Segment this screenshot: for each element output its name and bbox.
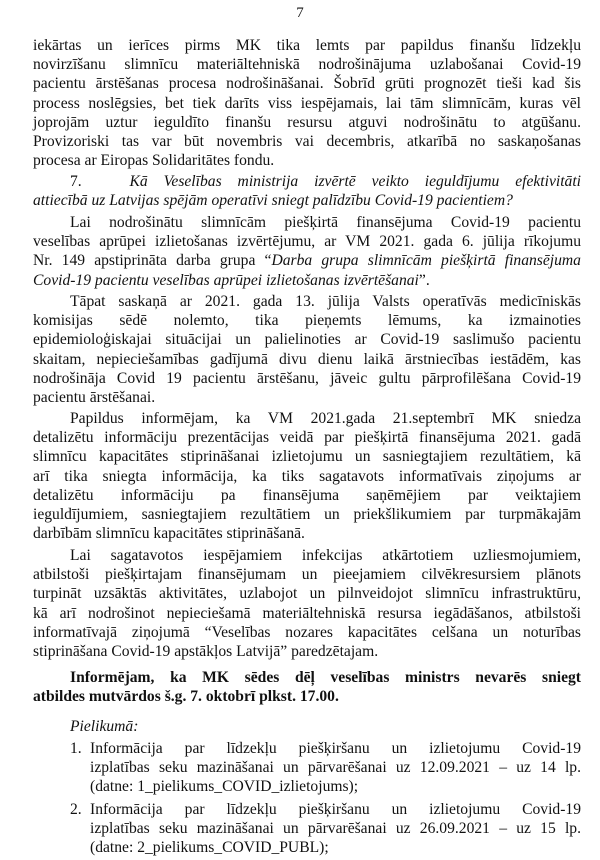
text-line: nodrošināja Covid 19 pacientu ārstēšanu, jāveic gultu pārprofilēšana Covid-19: [33, 369, 581, 387]
text-line: Lai sagatavotos iespējamiem infekcijas atkārtotiem uzliesmojumiem,: [70, 547, 581, 564]
text-line: slimnīcu kapacitātes stiprināšanai izlietojumu un sasniegtajiem rezultātiem, kā: [33, 448, 581, 466]
text-line: Tāpat saskaņā ar 2021. gada 13. jūlija Valsts operatīvās medicīniskās: [70, 293, 581, 310]
paragraph-working-group: [33, 213, 581, 290]
text-line: joprojām uztur ieguldīto finanšu resursu atguvi nodrošinātu to atgūšanu.: [33, 113, 581, 131]
minister-notice: [33, 668, 581, 706]
text-line: komisijas sēdē nolemto, tika pieņemts lēmums, ka izmainoties: [33, 312, 581, 330]
text-line: detalizētu informāciju prezentācijas veidā par piešķirtā finansējuma 2021. gadā: [33, 429, 581, 447]
text-line: procesa ar Eiropas Solidaritātes fondu.: [33, 152, 275, 170]
text-line: Papildus informējam, ka VM 2021.gada 21.septembrī MK sniedza: [70, 410, 581, 427]
text-line: pacientu ārstēšanai.: [33, 389, 156, 407]
paragraph-preparation: [33, 546, 581, 661]
question-text: attiecībā uz Latvijas spējām operatīvi sniegt palīdzību Covid-19 pacientiem?: [33, 192, 513, 210]
text-line: informatīvajā ziņojumā “Veselības nozares kapacitātes celšana un noturības: [33, 623, 581, 641]
question-text: Kā Veselības ministrija izvērtē veikto ieguldījumu efektivitāti: [129, 173, 582, 190]
text-line: iekārtas un ierīces pirms MK tika lemts par papildus finanšu līdzekļu: [33, 37, 581, 54]
page-number: 7: [296, 5, 304, 21]
text-line: turpināt uzsāktās aktivitātes, uzlabojot un pilnveidojot slimnīcu infrastruktūru,: [33, 585, 581, 603]
list-item: [70, 739, 581, 797]
text-line: epidemioloģiskajai situācijai un palielinoties ar Covid-19 saslimušo pacientu: [33, 331, 581, 349]
paragraph-presentation-info: [33, 409, 581, 543]
text-line: Lai nodrošinātu slimnīcām piešķirtā finansējuma Covid-19 pacientu: [70, 214, 581, 231]
text-line: novirzīšanu slimnīcu materiāltehniskā nodrošinājuma uzlabošanai Covid-19: [33, 56, 581, 74]
text-line: atbildes mutvārdos š.g. 7. oktobrī plkst. 17.00.: [33, 688, 339, 706]
text-line: veselības aprūpei izlietošanas izvērtējumu, ar VM 2021. gada 6. jūlija rīkojumu: [33, 233, 581, 251]
text-line: atbilstoši piešķirtajam finansējumam un pieejamiem cilvēkresursiem plānots: [33, 566, 581, 584]
text-line: pacientu ārstēšanas procesa nodrošināšanai. Šobrīd grūti prognozēt tieši kad šis: [33, 75, 581, 93]
text-line: Nr. 149 apstiprināta darba grupa “: [33, 252, 272, 270]
paragraph-commission-decision: [33, 292, 581, 407]
text-line: Informācija par līdzekļu piešķiršanu un izlietojumu Covid-19: [90, 800, 581, 818]
text-line: arī tika sniegta informācija, ka tiks sagatavots informatīvais ziņojums ar: [33, 467, 581, 485]
attachments-list: [70, 739, 581, 857]
text-line: Provizoriski tas var būt novembris vai decembris, atkarībā no saskaņošanas: [33, 133, 581, 151]
attachment-filename: (datne: 1_pielikums_COVID_izlietojums);: [90, 778, 359, 796]
question-7: [33, 172, 581, 210]
text-line: skaitam, nepieciešamības gadījumā divu dienu laikā ārstniecības iestādēm, kas: [33, 350, 581, 368]
text-line: Informācija par līdzekļu piešķiršanu un izlietojumu Covid-19: [90, 740, 581, 757]
continuation-paragraph: [33, 36, 581, 170]
text-line: izplatības seku mazināšanai un pārvarēšanai uz 26.09.2021 – uz 15 lp.: [90, 819, 581, 837]
working-group-name: Darba grupa slimnīcām piešķirtā finansējuma: [271, 252, 581, 270]
text-line: process noslēgsies, bet tiek darīts viss iespējamais, lai tām slimnīcām, kuras vēl: [33, 94, 581, 112]
text-line: detalizētu informāciju pa finansējuma saņēmējiem par veiktajiem: [33, 486, 581, 504]
list-item-number: 1.: [70, 740, 82, 757]
question-number: 7.: [70, 173, 82, 190]
text-line: darbībām slimnīcu kapacitātes stiprināšanā.: [33, 525, 305, 543]
list-item-number: 2.: [70, 800, 82, 818]
attachments-heading: Pielikumā:: [70, 718, 139, 735]
text-line: ”.: [418, 271, 430, 289]
text-line: ieguldījumiem, sasniegtajiem rezultātiem un priekšlikumiem par turpmākajām: [33, 506, 581, 524]
text-line: izplatības seku mazināšanai un pārvarēšanai uz 12.09.2021 – uz 14 lp.: [90, 759, 581, 777]
attachment-filename: (datne: 2_pielikums_COVID_PUBL);: [90, 839, 329, 857]
text-line: Informējam, ka MK sēdes dēļ veselības ministrs nevarēs sniegt: [70, 669, 581, 686]
working-group-name: Covid-19 pacientu veselības aprūpei izlietošanas izvērtēšanai: [33, 271, 419, 289]
text-line: kā arī nodrošinot nepieciešamā materiāltehniskā resursa iegādāšanos, atbilstoši: [33, 604, 581, 622]
list-item: [70, 800, 581, 858]
text-line: stiprināšana Covid-19 apstākļos Latvijā” paredzētajam.: [33, 643, 379, 661]
